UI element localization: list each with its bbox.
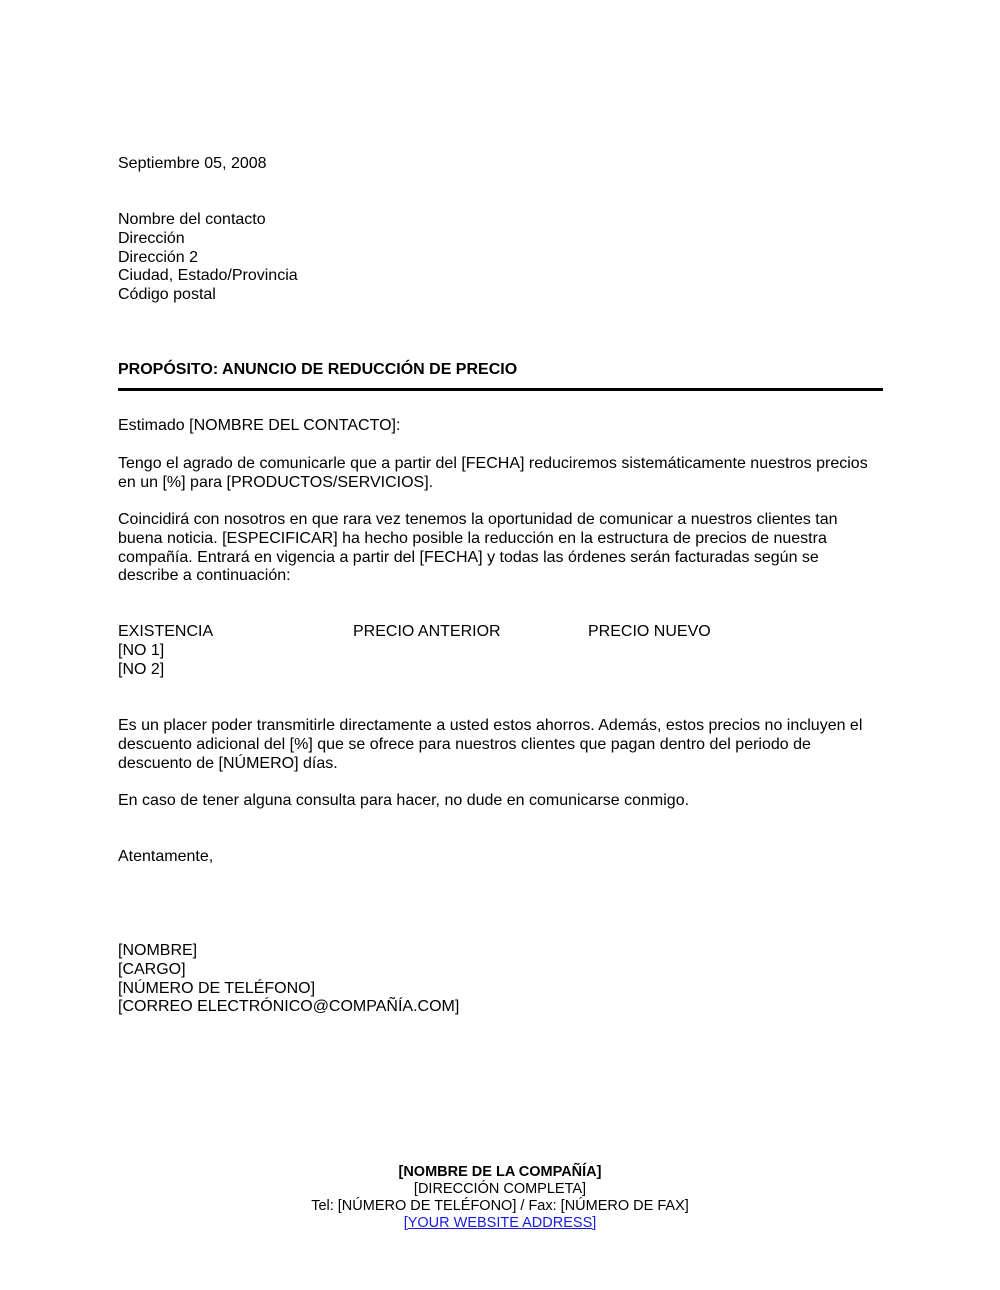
company-footer bbox=[0, 1164, 1000, 1232]
column-header-new-price: PRECIO NUEVO bbox=[588, 623, 711, 640]
price-table bbox=[118, 623, 883, 679]
address-line-2: Dirección 2 bbox=[118, 248, 199, 266]
body-paragraph-4: En caso de tener alguna consulta para hacer, no dude en comunicarse conmigo. bbox=[118, 792, 690, 809]
body-paragraph-1: Tengo el agrado de comunicarle que a partir del [FECHA] reduciremos sistemáticamente nuestros precios en un [%] para [PRODUCTOS/SERVICIOS]. bbox=[118, 455, 868, 491]
column-header-stock: EXISTENCIA bbox=[118, 623, 214, 640]
table-row bbox=[118, 642, 883, 661]
closing: Atentamente, bbox=[118, 848, 214, 865]
signature-block bbox=[118, 942, 459, 1017]
table-cell-old-price bbox=[353, 642, 588, 661]
letter-date: Septiembre 05, 2008 bbox=[118, 155, 267, 172]
footer-contact: Tel: [NÚMERO DE TELÉFONO] / Fax: [NÚMERO DE FAX] bbox=[311, 1198, 689, 1214]
address-line-1: Dirección bbox=[118, 229, 185, 247]
column-header-old-price: PRECIO ANTERIOR bbox=[353, 623, 501, 640]
body-paragraph-2: Coincidirá con nosotros en que rara vez tenemos la oportunidad de comunicar a nuestros clientes tan buena noticia. [ESPECIFICAR] ha hecho posible la reducción en la estructura de precios de nuestra compañía. Entrará en vigencia a partir del [FECHA] y todas las órdenes serán facturadas según se describe a continuación: bbox=[118, 511, 838, 585]
greeting: Estimado [NOMBRE DEL CONTACTO]: bbox=[118, 417, 401, 434]
address-contact-name: Nombre del contacto bbox=[118, 211, 266, 228]
table-cell-new-price bbox=[588, 642, 883, 661]
recipient-address bbox=[118, 211, 298, 305]
letter-page bbox=[118, 0, 883, 1290]
table-cell-stock: [NO 1] bbox=[118, 641, 165, 659]
address-city-state: Ciudad, Estado/Provincia bbox=[118, 267, 298, 285]
footer-website-link[interactable]: [YOUR WEBSITE ADDRESS] bbox=[403, 1215, 597, 1231]
footer-company-name: [NOMBRE DE LA COMPAÑÍA] bbox=[398, 1164, 602, 1180]
subject-heading: PROPÓSITO: ANUNCIO DE REDUCCIÓN DE PRECIO bbox=[118, 360, 883, 391]
table-cell-old-price bbox=[353, 661, 588, 680]
footer-address: [DIRECCIÓN COMPLETA] bbox=[413, 1181, 587, 1197]
price-table-header bbox=[118, 623, 883, 642]
table-row bbox=[118, 661, 883, 680]
signature-name: [NOMBRE] bbox=[118, 942, 198, 959]
signature-title: [CARGO] bbox=[118, 960, 186, 978]
table-cell-stock: [NO 2] bbox=[118, 660, 165, 678]
signature-email: [CORREO ELECTRÓNICO@COMPAÑÍA.COM] bbox=[118, 998, 460, 1016]
table-cell-new-price bbox=[588, 661, 883, 680]
body-paragraph-3: Es un placer poder transmitirle directamente a usted estos ahorros. Además, estos precios no incluyen el descuento adicional del [%] que se ofrece para nuestros clientes que pagan dentro del periodo de descuento de [NÚMERO] días. bbox=[118, 717, 863, 772]
address-postal-code: Código postal bbox=[118, 286, 216, 304]
signature-phone: [NÚMERO DE TELÉFONO] bbox=[118, 979, 316, 997]
